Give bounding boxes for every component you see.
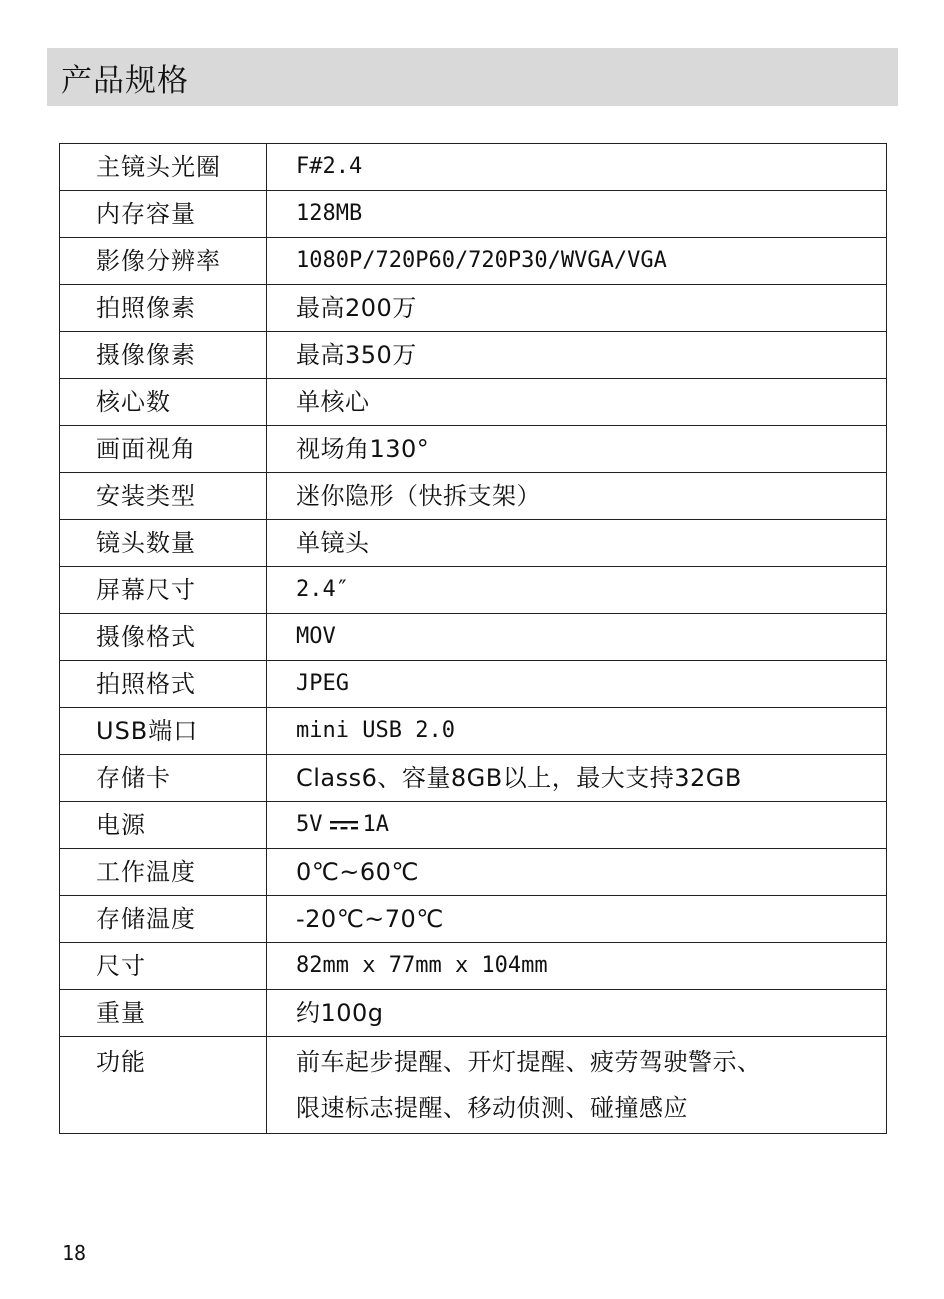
spec-value: JPEG: [267, 661, 887, 708]
table-row: [60, 990, 887, 1037]
voltage-value: 5V: [296, 812, 323, 837]
spec-label: 存储卡: [60, 755, 267, 802]
spec-value: 最高200万: [267, 285, 887, 332]
spec-value: 单核心: [267, 379, 887, 426]
table-row: [60, 332, 887, 379]
spec-value: 1080P/720P60/720P30/WVGA/VGA: [267, 238, 887, 285]
table-row: [60, 708, 887, 755]
spec-label: 存储温度: [60, 896, 267, 943]
spec-value: Class6、容量8GB以上，最大支持32GB: [267, 755, 887, 802]
spec-label: 摄像像素: [60, 332, 267, 379]
spec-label: 尺寸: [60, 943, 267, 990]
spec-table: [59, 143, 887, 1134]
spec-label: 功能: [60, 1037, 267, 1134]
table-row: [60, 426, 887, 473]
spec-label: 重量: [60, 990, 267, 1037]
spec-value: [267, 802, 887, 849]
dc-current-icon: [329, 818, 359, 832]
table-row: [60, 1037, 887, 1134]
table-row: [60, 661, 887, 708]
spec-value: 最高350万: [267, 332, 887, 379]
table-row: [60, 567, 887, 614]
spec-label: 摄像格式: [60, 614, 267, 661]
table-row: [60, 379, 887, 426]
table-row: [60, 614, 887, 661]
spec-value: mini USB 2.0: [267, 708, 887, 755]
table-row: [60, 285, 887, 332]
spec-value: MOV: [267, 614, 887, 661]
spec-value: 128MB: [267, 191, 887, 238]
spec-value-line: 前车起步提醒、开灯提醒、疲劳驾驶警示、: [296, 1048, 762, 1076]
spec-label: 核心数: [60, 379, 267, 426]
table-row: [60, 802, 887, 849]
table-row: [60, 755, 887, 802]
table-row: [60, 896, 887, 943]
page-number: 18: [62, 1241, 87, 1265]
spec-label: 拍照像素: [60, 285, 267, 332]
spec-label: 电源: [60, 802, 267, 849]
spec-value: 0℃~60℃: [267, 849, 887, 896]
spec-value: 视场角130°: [267, 426, 887, 473]
table-row: [60, 191, 887, 238]
table-row: [60, 849, 887, 896]
spec-value: 单镜头: [267, 520, 887, 567]
table-row: [60, 473, 887, 520]
spec-label: 工作温度: [60, 849, 267, 896]
spec-label: 画面视角: [60, 426, 267, 473]
spec-value: -20℃~70℃: [267, 896, 887, 943]
current-value: 1A: [362, 812, 389, 837]
spec-label: 影像分辨率: [60, 238, 267, 285]
table-row: [60, 144, 887, 191]
spec-value-line: 限速标志提醒、移动侦测、碰撞感应: [296, 1094, 688, 1122]
page-title: 产品规格: [61, 62, 189, 99]
spec-label: 拍照格式: [60, 661, 267, 708]
spec-label: 镜头数量: [60, 520, 267, 567]
spec-label: USB端口: [60, 708, 267, 755]
spec-value: 2.4″: [267, 567, 887, 614]
spec-value: 约100g: [267, 990, 887, 1037]
spec-value: F#2.4: [267, 144, 887, 191]
section-title-bar: [47, 48, 898, 106]
table-row: [60, 238, 887, 285]
spec-value: 迷你隐形（快拆支架）: [267, 473, 887, 520]
spec-label: 安装类型: [60, 473, 267, 520]
spec-value: 82mm x 77mm x 104mm: [267, 943, 887, 990]
spec-label: 内存容量: [60, 191, 267, 238]
table-row: [60, 520, 887, 567]
spec-label: 屏幕尺寸: [60, 567, 267, 614]
table-row: [60, 943, 887, 990]
spec-label: 主镜头光圈: [60, 144, 267, 191]
spec-value: [267, 1037, 887, 1134]
